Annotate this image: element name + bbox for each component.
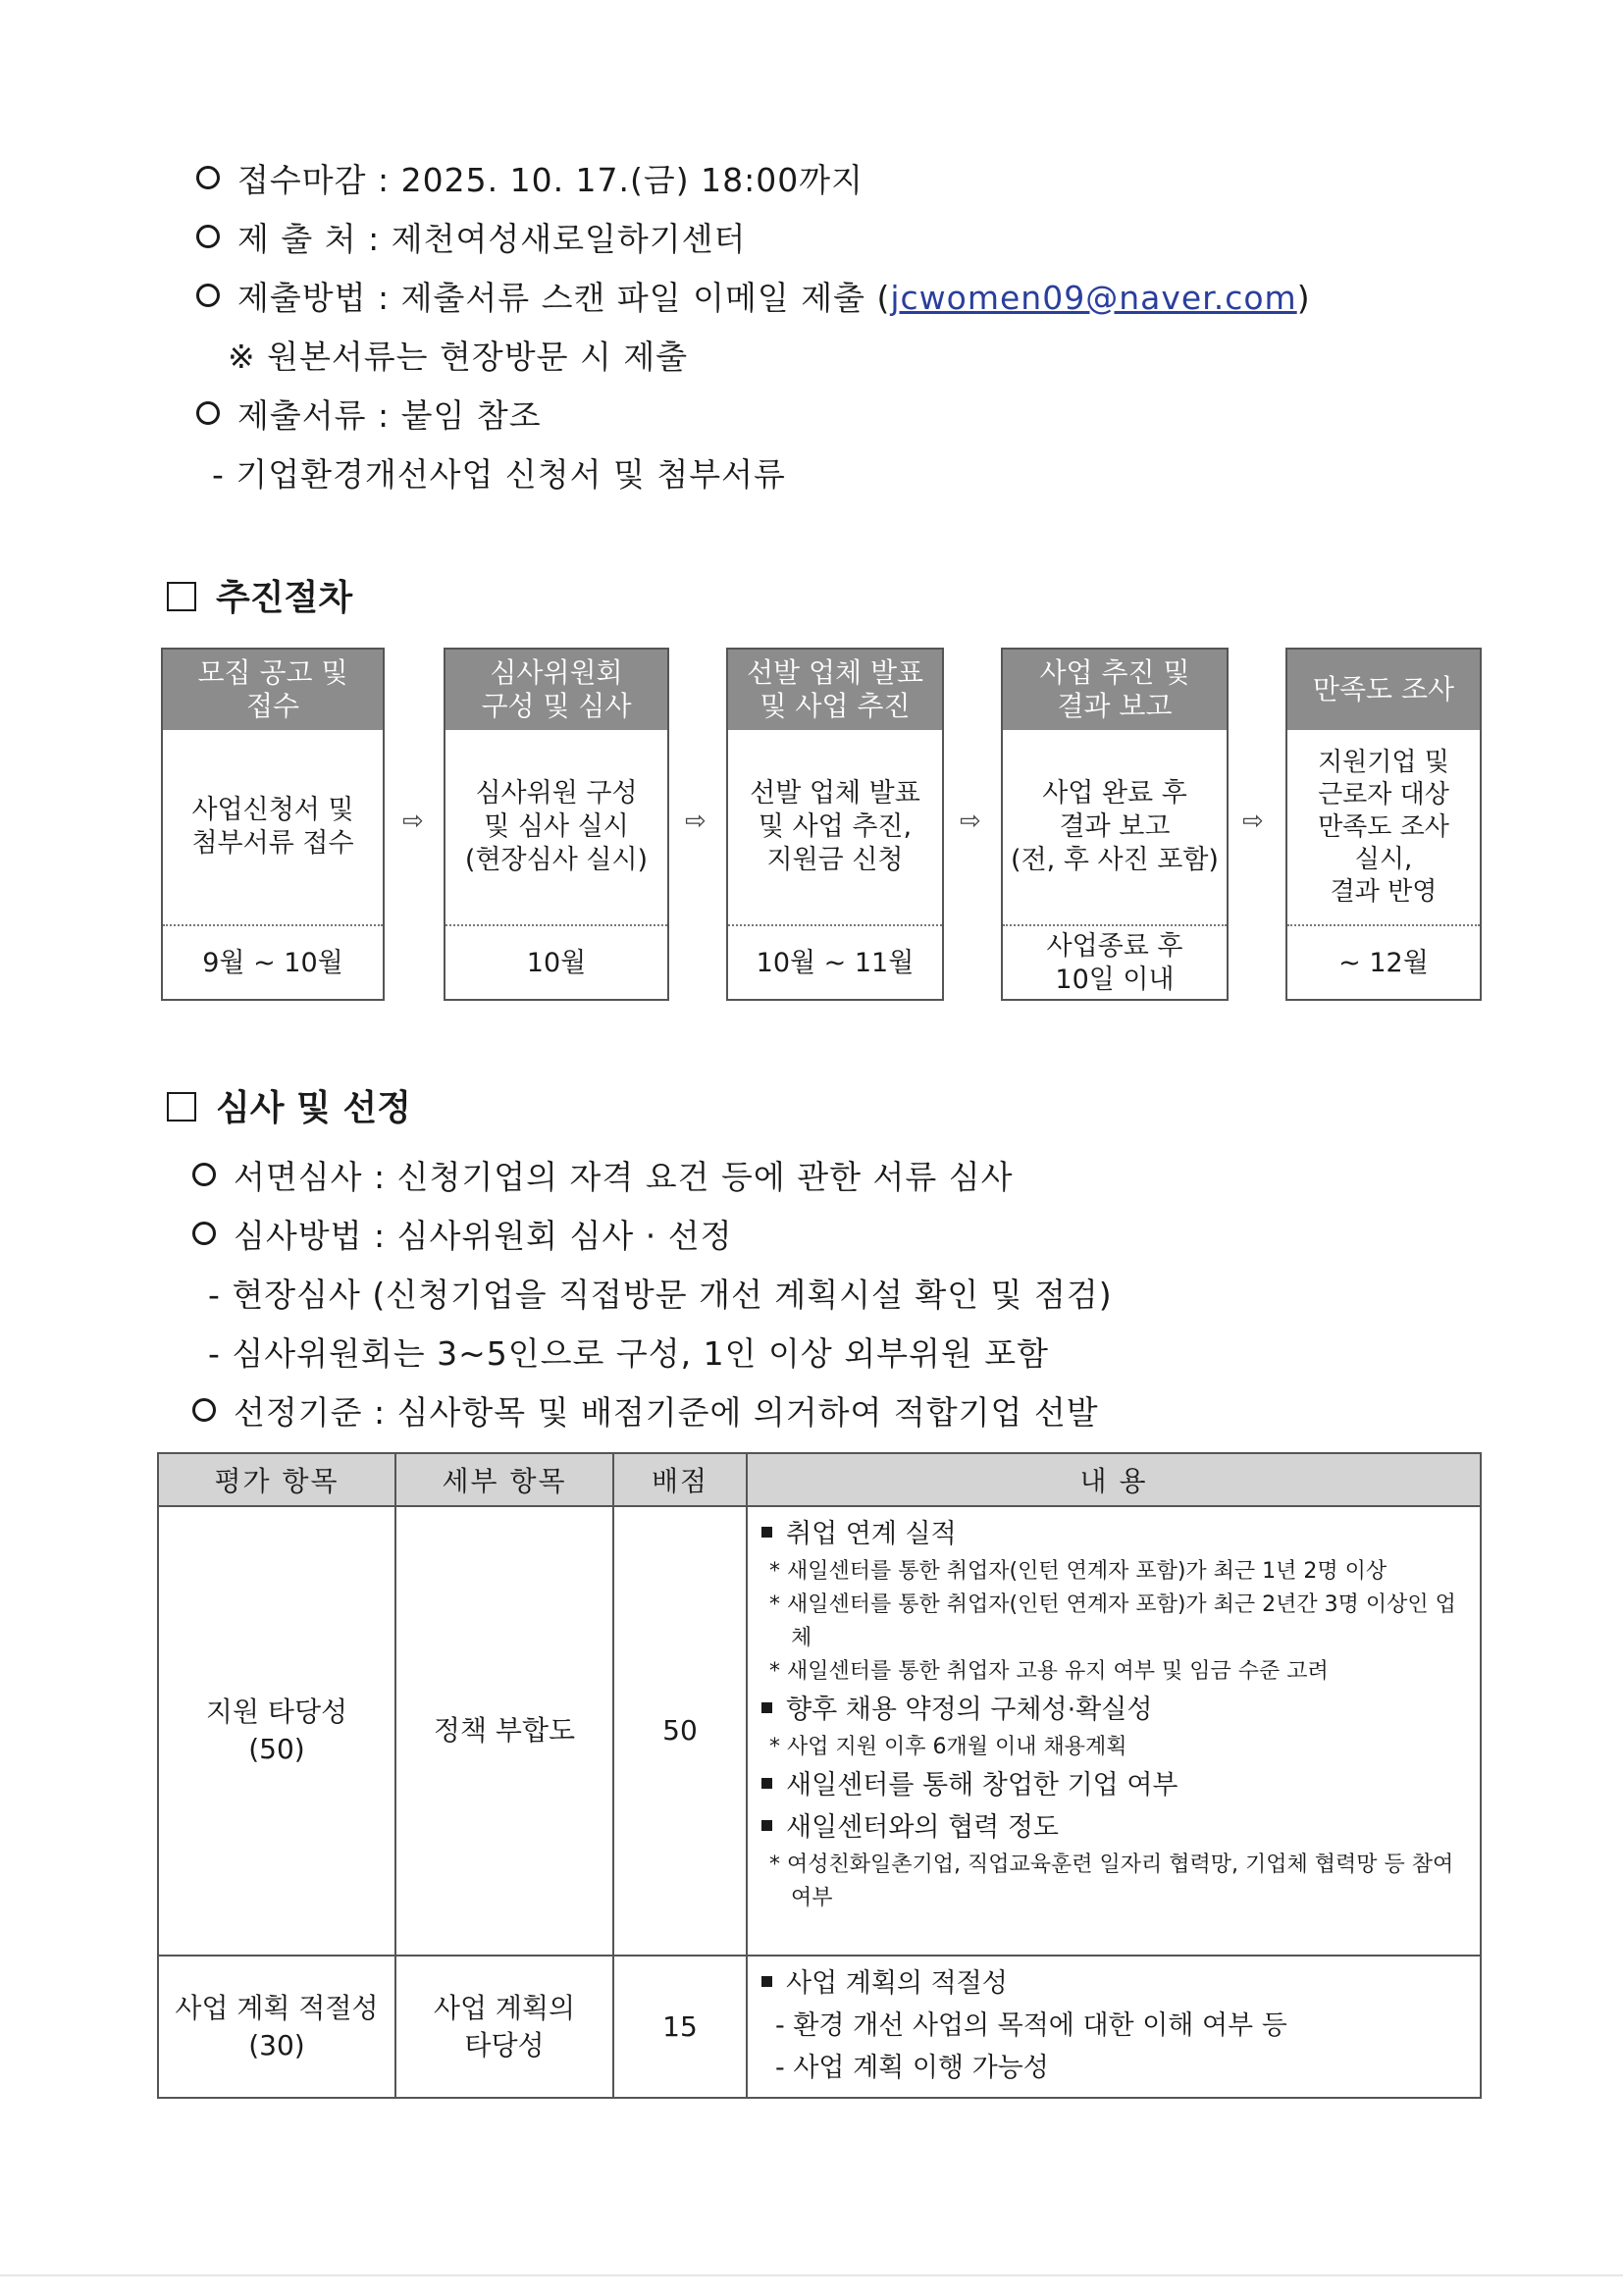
process-step-period: 9월 ~ 10월 xyxy=(202,948,343,978)
arrow-right-icon: ⇨ xyxy=(685,807,707,836)
content-cell xyxy=(747,1506,1481,1956)
content-subitem: - 환경 개선 사업의 목적에 대한 이해 여부 등 xyxy=(775,2010,1287,2041)
square-bullet-icon xyxy=(761,1702,772,1713)
eval-item-cell: 지원 타당성 (50) xyxy=(158,1506,395,1956)
review-method-detail: - 현장심사 (신청기업을 직접방문 개선 계획시설 확인 및 점검) xyxy=(208,1276,1113,1314)
circle-bullet-icon xyxy=(192,1222,216,1245)
process-step-body: 지원기업 및 근로자 대상 만족도 조사 실시, 결과 반영 xyxy=(1287,730,1480,926)
process-step-period: 사업종료 후 10일 이내 xyxy=(1046,931,1183,995)
circle-bullet-icon xyxy=(196,225,220,248)
circle-bullet-icon xyxy=(196,284,220,307)
circle-bullet-icon xyxy=(192,1398,216,1422)
submit-method-line: 제출방법 : 제출서류 스캔 파일 이메일 제출 (jcwomen09@naver.com) xyxy=(196,277,1311,320)
process-step-head: 모집 공고 및 접수 xyxy=(163,650,383,730)
table-row xyxy=(158,1956,1481,2098)
arrow-right-icon: ⇨ xyxy=(960,807,981,836)
review-method-detail: - 심사위원회는 3~5인으로 구성, 1인 이상 외부위원 포함 xyxy=(208,1334,1050,1373)
score-cell: 50 xyxy=(613,1506,747,1956)
square-bullet-icon xyxy=(167,582,196,611)
circle-bullet-icon xyxy=(196,166,220,189)
process-step-body: 심사위원 구성 및 심사 실시 (현장심사 실시) xyxy=(445,730,667,926)
circle-bullet-icon xyxy=(192,1163,216,1186)
process-step-head: 만족도 조사 xyxy=(1287,650,1480,730)
process-step-body: 사업 완료 후 결과 보고 (전, 후 사진 포함) xyxy=(1003,730,1227,926)
circle-bullet-icon xyxy=(196,401,220,425)
process-step xyxy=(1001,648,1229,1001)
review-method-line: 심사방법 : 심사위원회 심사 · 선정 xyxy=(192,1215,732,1258)
submit-docs-detail: - 기업환경개선사업 신청서 및 첨부서류 xyxy=(212,455,786,494)
table-row xyxy=(158,1506,1481,1956)
content-item: 향후 채용 약정의 구체성·확실성 xyxy=(761,1689,1468,1731)
process-step-head: 사업 추진 및 결과 보고 xyxy=(1003,650,1227,730)
content-subitem: - 사업 계획 이행 가능성 xyxy=(775,2053,1049,2083)
square-bullet-icon xyxy=(761,1820,772,1831)
submit-docs-line: 제출서류 : 붙임 참조 xyxy=(196,394,542,438)
eval-item-cell: 사업 계획 적절성 (30) xyxy=(158,1956,395,2098)
email-link[interactable]: jcwomen09@naver.com xyxy=(890,279,1297,317)
content-item: 새일센터와의 협력 정도 xyxy=(761,1806,1468,1849)
square-bullet-icon xyxy=(761,1778,772,1789)
process-step-body: 사업신청서 및 첨부서류 접수 xyxy=(163,730,383,926)
square-bullet-icon xyxy=(761,1527,772,1538)
process-step-period: 10월 xyxy=(526,948,587,978)
content-item: 사업 계획의 적절성 xyxy=(761,1962,1468,2005)
content-subitem: * 새일센터를 통한 취업자 고용 유지 여부 및 임금 수준 고려 xyxy=(769,1659,1329,1684)
arrow-right-icon: ⇨ xyxy=(402,807,424,836)
arrow-right-icon: ⇨ xyxy=(1242,807,1264,836)
square-bullet-icon xyxy=(167,1092,196,1122)
content-item: 새일센터를 통해 창업한 기업 여부 xyxy=(761,1764,1468,1806)
submit-place-line: 제 출 처 : 제천여성새로일하기센터 xyxy=(196,218,746,261)
deadline-line: 접수마감 : 2025. 10. 17.(금) 18:00까지 xyxy=(196,159,864,202)
column-header: 배점 xyxy=(613,1453,747,1506)
column-header: 내 용 xyxy=(747,1453,1481,1506)
process-step-body: 선발 업체 발표 및 사업 추진, 지원금 신청 xyxy=(728,730,942,926)
evaluation-table xyxy=(157,1452,1482,2099)
table-header-row xyxy=(158,1453,1481,1506)
process-step-head: 심사위원회 구성 및 심사 xyxy=(445,650,667,730)
process-step-period: ~ 12월 xyxy=(1338,948,1429,978)
document-review-line: 서면심사 : 신청기업의 자격 요건 등에 관한 서류 심사 xyxy=(192,1156,1013,1199)
selection-criteria-line: 선정기준 : 심사항목 및 배점기준에 의거하여 적합기업 선발 xyxy=(192,1391,1099,1435)
original-docs-note: ※ 원본서류는 현장방문 시 제출 xyxy=(228,338,689,376)
content-subitem: * 여성친화일촌기업, 직업교육훈련 일자리 협력망, 기업체 협력망 등 참여 여부 xyxy=(769,1852,1454,1910)
column-header: 세부 항목 xyxy=(395,1453,613,1506)
process-step xyxy=(444,648,669,1001)
content-subitem: * 사업 지원 이후 6개월 이내 채용계획 xyxy=(769,1735,1127,1759)
process-step-head: 선발 업체 발표 및 사업 추진 xyxy=(728,650,942,730)
content-subitem: * 새일센터를 통한 취업자(인턴 연계자 포함)가 최근 2년간 3명 이상인 업체 xyxy=(769,1592,1456,1650)
sub-item-cell: 정책 부합도 xyxy=(395,1506,613,1956)
column-header: 평가 항목 xyxy=(158,1453,395,1506)
sub-item-cell: 사업 계획의 타당성 xyxy=(395,1956,613,2098)
process-step xyxy=(726,648,944,1001)
process-step xyxy=(161,648,385,1001)
process-step-period: 10월 ~ 11월 xyxy=(756,948,915,978)
selection-section-title: 심사 및 선정 xyxy=(167,1085,411,1132)
process-step xyxy=(1285,648,1482,1001)
procedure-section-title: 추진절차 xyxy=(167,575,352,622)
content-cell xyxy=(747,1956,1481,2098)
square-bullet-icon xyxy=(761,1976,772,1987)
content-subitem: * 새일센터를 통한 취업자(인턴 연계자 포함)가 최근 1년 2명 이상 xyxy=(769,1559,1387,1584)
content-item: 취업 연계 실적 xyxy=(761,1513,1468,1555)
score-cell: 15 xyxy=(613,1956,747,2098)
page-bottom-divider xyxy=(0,2274,1623,2276)
